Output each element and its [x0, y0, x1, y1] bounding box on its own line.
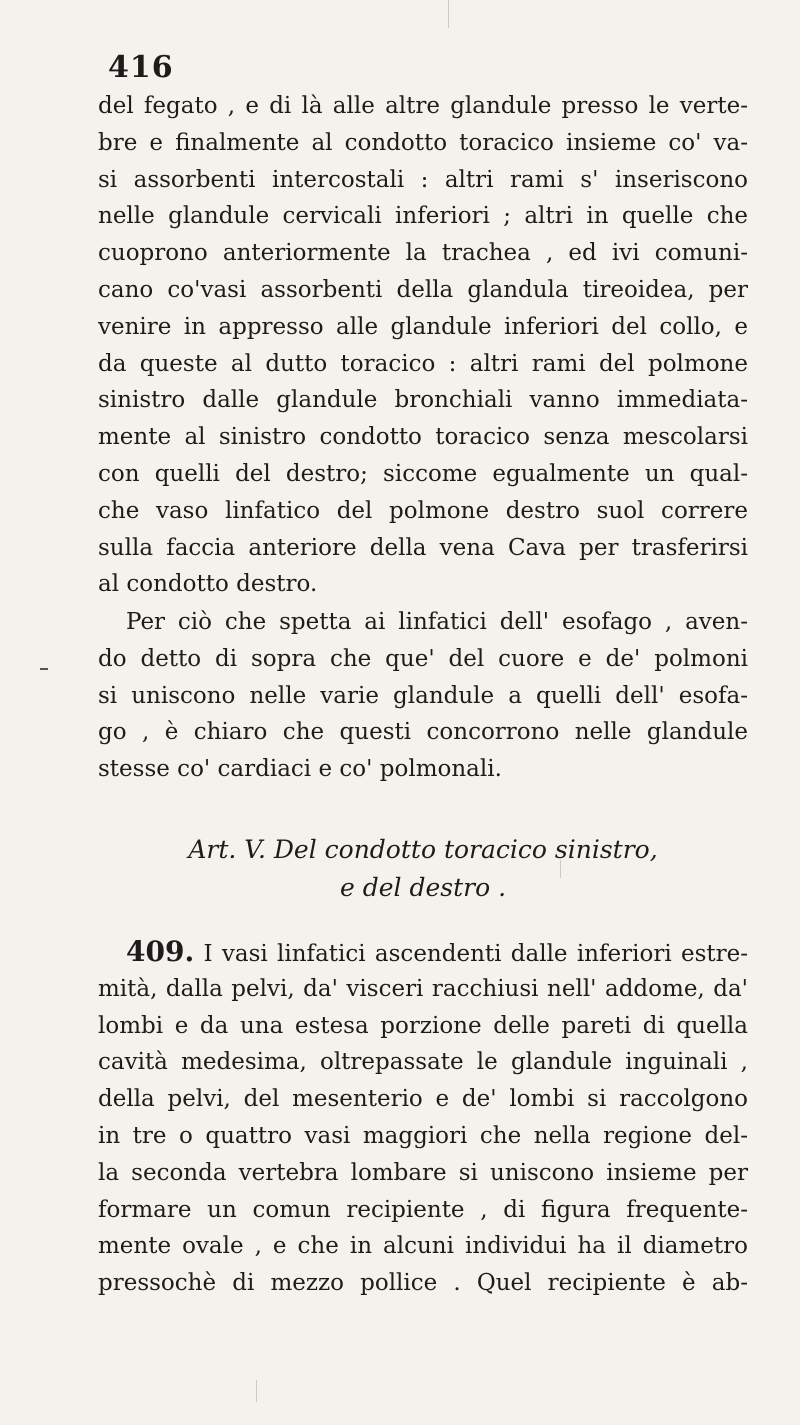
margin-mark [40, 668, 48, 670]
paragraph-3 [98, 934, 748, 1302]
text-line: Per ciò che spetta ai linfatici dell' esofago , aven- [126, 609, 748, 635]
text-line: cano co'vasi assorbenti della glandula tireoidea, per [98, 276, 748, 303]
text-line: in tre o quattro vasi maggiori che nella regione del- [98, 1122, 748, 1149]
text-line: mità, dalla pelvi, da' visceri racchiusi nell' addome, da' [98, 975, 748, 1002]
text-line: go , è chiaro che questi concorrono nelle glandule [98, 719, 748, 746]
section-heading-continued: e del destro . [339, 873, 507, 902]
text-line: da queste al dutto toracico : altri rami del polmone [98, 350, 748, 377]
text-line: mente al sinistro condotto toracico senza mescolarsi [98, 424, 748, 451]
text-line: do detto di sopra che que' del cuore e de' polmoni [98, 645, 748, 672]
paper-mark [256, 1380, 257, 1402]
text-line: con quelli del destro; siccome egualmente un qual- [98, 460, 748, 487]
page-number: 416 [108, 50, 174, 85]
text-line: della pelvi, del mesenterio e de' lombi si raccolgono [98, 1086, 748, 1113]
text-line: mente ovale , e che in alcuni individui ha il diametro [98, 1233, 748, 1260]
text-line: bre e finalmente al condotto toracico insieme co' va- [98, 129, 748, 156]
text-line: del fegato , e di là alle altre glandule presso le verte- [98, 93, 748, 119]
text-line: pressochè di mezzo pollice . Quel recipiente è ab- [98, 1270, 748, 1297]
text-line: al condotto destro. [98, 571, 318, 598]
text-line: lombi e da una estesa porzione delle pareti di quella [98, 1012, 748, 1039]
section-heading: Art. V. Del condotto toracico sinistro, [188, 835, 658, 864]
text-line: venire in appresso alle glandule inferiori del collo, e [98, 313, 748, 340]
text-line: la seconda vertebra lombare si uniscono insieme per [98, 1159, 748, 1186]
paper-mark [560, 860, 561, 878]
text-line: formare un comun recipiente , di figura frequente- [98, 1196, 748, 1223]
paragraph-1 [98, 88, 748, 603]
text-fragment: I vasi linfatici ascendenti dalle inferiori estre- [203, 941, 748, 967]
paragraph-2 [98, 604, 748, 788]
text-line: si uniscono nelle varie glandule a quelli dell' esofa- [98, 682, 748, 709]
text-line: sulla faccia anteriore della vena Cava per trasferirsi [98, 534, 748, 561]
text-line: nelle glandule cervicali inferiori ; altri in quelle che [98, 203, 748, 230]
text-line [98, 934, 748, 971]
text-line: si assorbenti intercostali : altri rami s' inseriscono [98, 166, 748, 193]
paragraph-number: 409. [126, 935, 195, 968]
text-line: cavità medesima, oltrepassate le glandule inguinali , [98, 1049, 748, 1076]
paper-mark [448, 0, 449, 28]
text-line: stesse co' cardiaci e co' polmonali. [98, 756, 502, 783]
text-line: cuoprono anteriormente la trachea , ed ivi comuni- [98, 240, 748, 267]
text-line: che vaso linfatico del polmone destro suol correre [98, 497, 748, 524]
text-line: sinistro dalle glandule bronchiali vanno immediata- [98, 387, 748, 414]
